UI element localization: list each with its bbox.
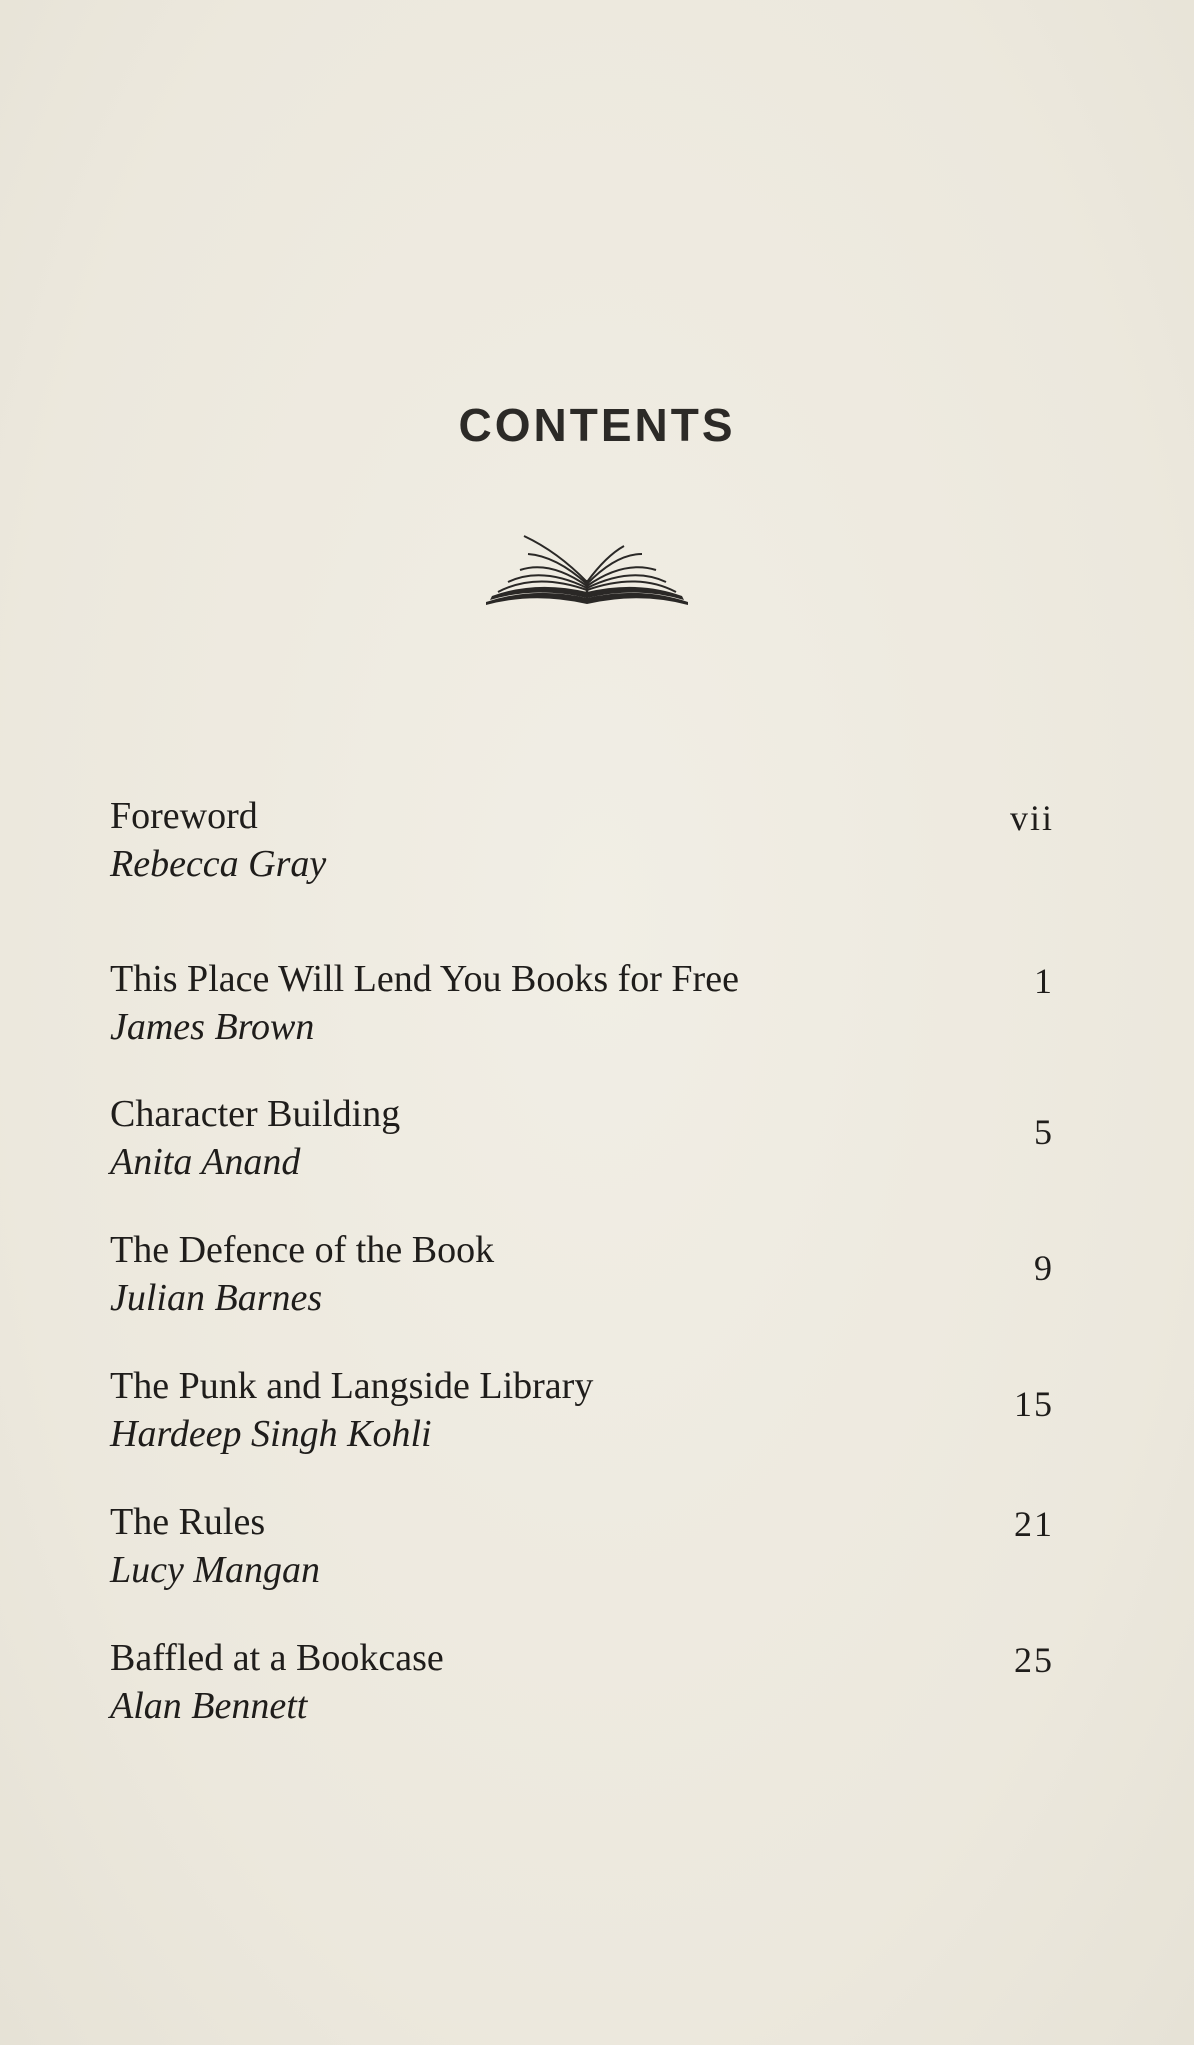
- entry-title: Character Building: [110, 1093, 401, 1135]
- toc-entry[interactable]: [110, 1362, 1054, 1458]
- entry-page-number: 15: [1014, 1384, 1054, 1424]
- contents-heading: CONTENTS: [458, 399, 736, 451]
- entry-author: Anita Anand: [110, 1141, 301, 1183]
- entry-author: James Brown: [110, 1006, 315, 1048]
- toc-entry[interactable]: [110, 1226, 1054, 1322]
- entry-title: Foreword: [110, 795, 258, 837]
- toc-entry[interactable]: [110, 955, 1054, 1051]
- entry-page-number: 9: [1034, 1248, 1054, 1288]
- toc-entry[interactable]: [110, 1498, 1054, 1594]
- entry-author: Lucy Mangan: [110, 1549, 321, 1591]
- entry-author: Julian Barnes: [110, 1277, 323, 1319]
- entry-author: Rebecca Gray: [110, 843, 327, 885]
- entry-page-number: 5: [1034, 1112, 1054, 1152]
- toc-entry-foreword[interactable]: [110, 792, 1054, 888]
- entry-title: The Defence of the Book: [110, 1229, 495, 1271]
- entry-author: Hardeep Singh Kohli: [110, 1413, 432, 1455]
- entry-title: The Punk and Langside Library: [110, 1365, 594, 1407]
- entry-page-number: 25: [1014, 1640, 1054, 1680]
- entry-page-number: 21: [1014, 1504, 1054, 1544]
- entry-page-number: 1: [1034, 961, 1054, 1001]
- toc-entry[interactable]: [110, 1634, 1054, 1730]
- toc-entry[interactable]: [110, 1090, 1054, 1186]
- entry-title: The Rules: [110, 1501, 266, 1543]
- entry-page-number: vii: [1009, 798, 1054, 838]
- entry-author: Alan Bennett: [110, 1685, 308, 1727]
- entry-title: This Place Will Lend You Books for Free: [110, 958, 739, 1000]
- entry-title: Baffled at a Bookcase: [110, 1637, 444, 1679]
- table-of-contents: [110, 0, 1054, 2045]
